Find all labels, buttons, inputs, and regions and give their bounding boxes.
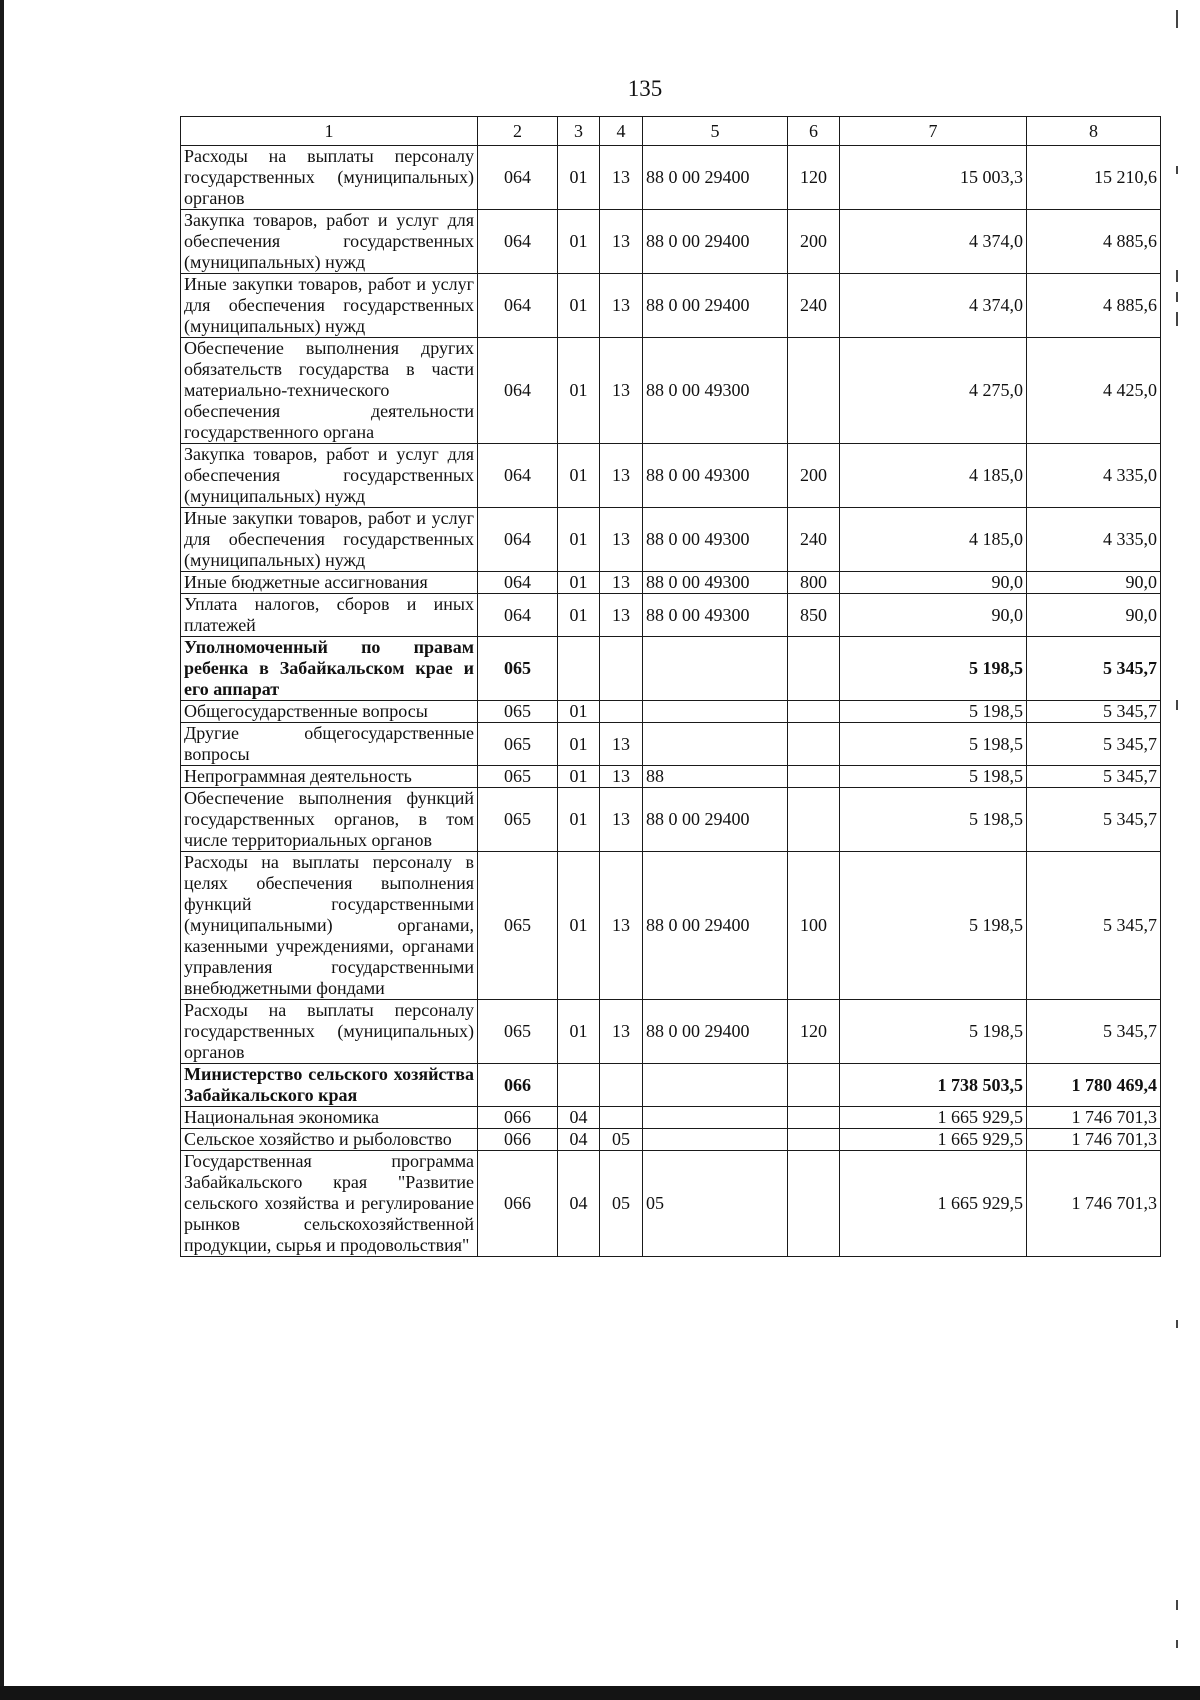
amount-year1-cell: 4 374,0: [840, 210, 1027, 274]
ministry-code-cell: 065: [478, 788, 558, 852]
column-header: 3: [558, 117, 600, 146]
amount-year2-cell: 4 885,6: [1027, 210, 1161, 274]
amount-year1-cell: 1 738 503,5: [840, 1064, 1027, 1107]
amount-year2-cell: 5 345,7: [1027, 788, 1161, 852]
table-row: [181, 1064, 1161, 1107]
target-article-cell: 05: [643, 1151, 788, 1257]
subsection-code-cell: 13: [600, 766, 643, 788]
subsection-code-cell: 13: [600, 1000, 643, 1064]
row-name-cell: Расходы на выплаты персоналу государственных (муниципальных) органов: [181, 146, 478, 210]
ministry-code-cell: 064: [478, 444, 558, 508]
row-name-cell: Непрограммная деятельность: [181, 766, 478, 788]
ministry-code-cell: 064: [478, 594, 558, 637]
ministry-code-cell: 064: [478, 508, 558, 572]
subsection-code-cell: [600, 1064, 643, 1107]
subsection-code-cell: 13: [600, 852, 643, 1000]
section-code-cell: 01: [558, 594, 600, 637]
ministry-code-cell: 065: [478, 701, 558, 723]
amount-year2-cell: 4 335,0: [1027, 444, 1161, 508]
table-row: [181, 723, 1161, 766]
subsection-code-cell: 13: [600, 274, 643, 338]
subsection-code-cell: 13: [600, 210, 643, 274]
amount-year2-cell: 5 345,7: [1027, 1000, 1161, 1064]
column-header: 1: [181, 117, 478, 146]
expense-type-cell: [788, 1151, 840, 1257]
row-name-cell: Закупка товаров, работ и услуг для обеспечения государственных (муниципальных) нужд: [181, 444, 478, 508]
subsection-code-cell: 13: [600, 338, 643, 444]
target-article-cell: 88 0 00 49300: [643, 508, 788, 572]
amount-year2-cell: 4 335,0: [1027, 508, 1161, 572]
column-header: 6: [788, 117, 840, 146]
target-article-cell: [643, 1129, 788, 1151]
target-article-cell: [643, 723, 788, 766]
subsection-code-cell: 05: [600, 1151, 643, 1257]
ministry-code-cell: 065: [478, 1000, 558, 1064]
amount-year1-cell: 5 198,5: [840, 766, 1027, 788]
ministry-code-cell: 064: [478, 338, 558, 444]
expense-type-cell: [788, 788, 840, 852]
section-code-cell: [558, 637, 600, 701]
subsection-code-cell: [600, 701, 643, 723]
section-code-cell: 04: [558, 1129, 600, 1151]
row-name-cell: Сельское хозяйство и рыболовство: [181, 1129, 478, 1151]
amount-year2-cell: 15 210,6: [1027, 146, 1161, 210]
table-row: [181, 637, 1161, 701]
section-code-cell: 01: [558, 274, 600, 338]
table-row: [181, 338, 1161, 444]
section-code-cell: 01: [558, 444, 600, 508]
section-code-cell: 01: [558, 723, 600, 766]
amount-year1-cell: 4 374,0: [840, 274, 1027, 338]
section-code-cell: 01: [558, 788, 600, 852]
budget-table: [180, 116, 1161, 1257]
table-row: [181, 274, 1161, 338]
table-row: [181, 788, 1161, 852]
section-code-cell: 04: [558, 1107, 600, 1129]
section-code-cell: [558, 1064, 600, 1107]
ministry-code-cell: 066: [478, 1107, 558, 1129]
amount-year1-cell: 5 198,5: [840, 788, 1027, 852]
table-row: [181, 1129, 1161, 1151]
column-header: 5: [643, 117, 788, 146]
section-code-cell: 04: [558, 1151, 600, 1257]
amount-year1-cell: 4 185,0: [840, 508, 1027, 572]
ministry-code-cell: 066: [478, 1064, 558, 1107]
table-row: [181, 444, 1161, 508]
amount-year2-cell: 1 746 701,3: [1027, 1129, 1161, 1151]
amount-year1-cell: 90,0: [840, 572, 1027, 594]
target-article-cell: [643, 701, 788, 723]
ministry-code-cell: 064: [478, 274, 558, 338]
ministry-code-cell: 064: [478, 146, 558, 210]
expense-type-cell: [788, 338, 840, 444]
amount-year1-cell: 5 198,5: [840, 852, 1027, 1000]
section-code-cell: 01: [558, 338, 600, 444]
amount-year1-cell: 15 003,3: [840, 146, 1027, 210]
target-article-cell: 88: [643, 766, 788, 788]
expense-type-cell: [788, 1064, 840, 1107]
expense-type-cell: [788, 637, 840, 701]
table-row: [181, 1151, 1161, 1257]
ministry-code-cell: 065: [478, 852, 558, 1000]
row-name-cell: Обеспечение выполнения других обязательств государства в части материально-технического обеспечения деятельности государственного органа: [181, 338, 478, 444]
subsection-code-cell: [600, 637, 643, 701]
target-article-cell: [643, 1064, 788, 1107]
column-header: 2: [478, 117, 558, 146]
subsection-code-cell: 05: [600, 1129, 643, 1151]
section-code-cell: 01: [558, 701, 600, 723]
section-code-cell: 01: [558, 572, 600, 594]
target-article-cell: 88 0 00 49300: [643, 572, 788, 594]
table-body: [181, 146, 1161, 1257]
ministry-code-cell: 066: [478, 1129, 558, 1151]
table-row: [181, 146, 1161, 210]
expense-type-cell: 800: [788, 572, 840, 594]
subsection-code-cell: 13: [600, 572, 643, 594]
table-row: [181, 572, 1161, 594]
expense-type-cell: 120: [788, 146, 840, 210]
amount-year2-cell: 5 345,7: [1027, 852, 1161, 1000]
target-article-cell: 88 0 00 29400: [643, 210, 788, 274]
expense-type-cell: 850: [788, 594, 840, 637]
amount-year2-cell: 1 746 701,3: [1027, 1151, 1161, 1257]
target-article-cell: 88 0 00 29400: [643, 1000, 788, 1064]
expense-type-cell: [788, 766, 840, 788]
expense-type-cell: 200: [788, 444, 840, 508]
section-code-cell: 01: [558, 766, 600, 788]
table-row: [181, 852, 1161, 1000]
header-row: [181, 117, 1161, 146]
amount-year2-cell: 5 345,7: [1027, 766, 1161, 788]
amount-year2-cell: 1 780 469,4: [1027, 1064, 1161, 1107]
amount-year1-cell: 5 198,5: [840, 723, 1027, 766]
amount-year1-cell: 5 198,5: [840, 637, 1027, 701]
amount-year1-cell: 1 665 929,5: [840, 1151, 1027, 1257]
amount-year1-cell: 1 665 929,5: [840, 1107, 1027, 1129]
table-row: [181, 210, 1161, 274]
table-row: [181, 1000, 1161, 1064]
row-name-cell: Иные закупки товаров, работ и услуг для обеспечения государственных (муниципальных) нужд: [181, 508, 478, 572]
scan-right-marks: [1172, 0, 1182, 1700]
row-name-cell: Расходы на выплаты персоналу в целях обеспечения выполнения функций государственными (муниципальными) органами, казенными учреждениями, органами управления государственными внебюджетными фондами: [181, 852, 478, 1000]
target-article-cell: [643, 637, 788, 701]
column-header: 4: [600, 117, 643, 146]
target-article-cell: 88 0 00 29400: [643, 274, 788, 338]
subsection-code-cell: 13: [600, 723, 643, 766]
table-row: [181, 1107, 1161, 1129]
amount-year2-cell: 5 345,7: [1027, 701, 1161, 723]
section-code-cell: 01: [558, 508, 600, 572]
row-name-cell: Обеспечение выполнения функций государственных органов, в том числе территориальных органов: [181, 788, 478, 852]
table-row: [181, 594, 1161, 637]
subsection-code-cell: 13: [600, 594, 643, 637]
expense-type-cell: [788, 1129, 840, 1151]
ministry-code-cell: 065: [478, 766, 558, 788]
subsection-code-cell: 13: [600, 444, 643, 508]
scan-bottom-edge: [0, 1686, 1200, 1700]
column-header: 7: [840, 117, 1027, 146]
amount-year2-cell: 90,0: [1027, 594, 1161, 637]
target-article-cell: 88 0 00 29400: [643, 788, 788, 852]
row-name-cell: Уполномоченный по правам ребенка в Забайкальском крае и его аппарат: [181, 637, 478, 701]
expense-type-cell: 240: [788, 508, 840, 572]
column-header: 8: [1027, 117, 1161, 146]
amount-year2-cell: 90,0: [1027, 572, 1161, 594]
ministry-code-cell: 064: [478, 572, 558, 594]
amount-year1-cell: 4 275,0: [840, 338, 1027, 444]
subsection-code-cell: [600, 1107, 643, 1129]
target-article-cell: 88 0 00 49300: [643, 444, 788, 508]
row-name-cell: Министерство сельского хозяйства Забайкальского края: [181, 1064, 478, 1107]
amount-year1-cell: 1 665 929,5: [840, 1129, 1027, 1151]
table-row: [181, 766, 1161, 788]
row-name-cell: Иные закупки товаров, работ и услуг для обеспечения государственных (муниципальных) нужд: [181, 274, 478, 338]
expense-type-cell: 240: [788, 274, 840, 338]
amount-year1-cell: 4 185,0: [840, 444, 1027, 508]
amount-year2-cell: 5 345,7: [1027, 723, 1161, 766]
target-article-cell: 88 0 00 49300: [643, 594, 788, 637]
target-article-cell: [643, 1107, 788, 1129]
expense-type-cell: 120: [788, 1000, 840, 1064]
expense-type-cell: 100: [788, 852, 840, 1000]
amount-year2-cell: 1 746 701,3: [1027, 1107, 1161, 1129]
subsection-code-cell: 13: [600, 508, 643, 572]
table-row: [181, 508, 1161, 572]
row-name-cell: Уплата налогов, сборов и иных платежей: [181, 594, 478, 637]
target-article-cell: 88 0 00 29400: [643, 852, 788, 1000]
section-code-cell: 01: [558, 146, 600, 210]
amount-year2-cell: 4 885,6: [1027, 274, 1161, 338]
expense-type-cell: [788, 701, 840, 723]
row-name-cell: Государственная программа Забайкальского края "Развитие сельского хозяйства и регулирование рынков сельскохозяйственной продукции, сырья и продовольствия": [181, 1151, 478, 1257]
target-article-cell: 88 0 00 29400: [643, 146, 788, 210]
amount-year2-cell: 5 345,7: [1027, 637, 1161, 701]
ministry-code-cell: 064: [478, 210, 558, 274]
expense-type-cell: 200: [788, 210, 840, 274]
expense-type-cell: [788, 723, 840, 766]
row-name-cell: Закупка товаров, работ и услуг для обеспечения государственных (муниципальных) нужд: [181, 210, 478, 274]
section-code-cell: 01: [558, 210, 600, 274]
row-name-cell: Иные бюджетные ассигнования: [181, 572, 478, 594]
scan-left-edge: [0, 0, 4, 1700]
subsection-code-cell: 13: [600, 146, 643, 210]
ministry-code-cell: 065: [478, 637, 558, 701]
section-code-cell: 01: [558, 852, 600, 1000]
page-number: 135: [627, 76, 663, 101]
amount-year2-cell: 4 425,0: [1027, 338, 1161, 444]
expense-type-cell: [788, 1107, 840, 1129]
ministry-code-cell: 066: [478, 1151, 558, 1257]
ministry-code-cell: 065: [478, 723, 558, 766]
amount-year1-cell: 5 198,5: [840, 1000, 1027, 1064]
target-article-cell: 88 0 00 49300: [643, 338, 788, 444]
section-code-cell: 01: [558, 1000, 600, 1064]
table-row: [181, 701, 1161, 723]
row-name-cell: Общегосударственные вопросы: [181, 701, 478, 723]
row-name-cell: Расходы на выплаты персоналу государственных (муниципальных) органов: [181, 1000, 478, 1064]
row-name-cell: Национальная экономика: [181, 1107, 478, 1129]
amount-year1-cell: 90,0: [840, 594, 1027, 637]
subsection-code-cell: 13: [600, 788, 643, 852]
amount-year1-cell: 5 198,5: [840, 701, 1027, 723]
row-name-cell: Другие общегосударственные вопросы: [181, 723, 478, 766]
